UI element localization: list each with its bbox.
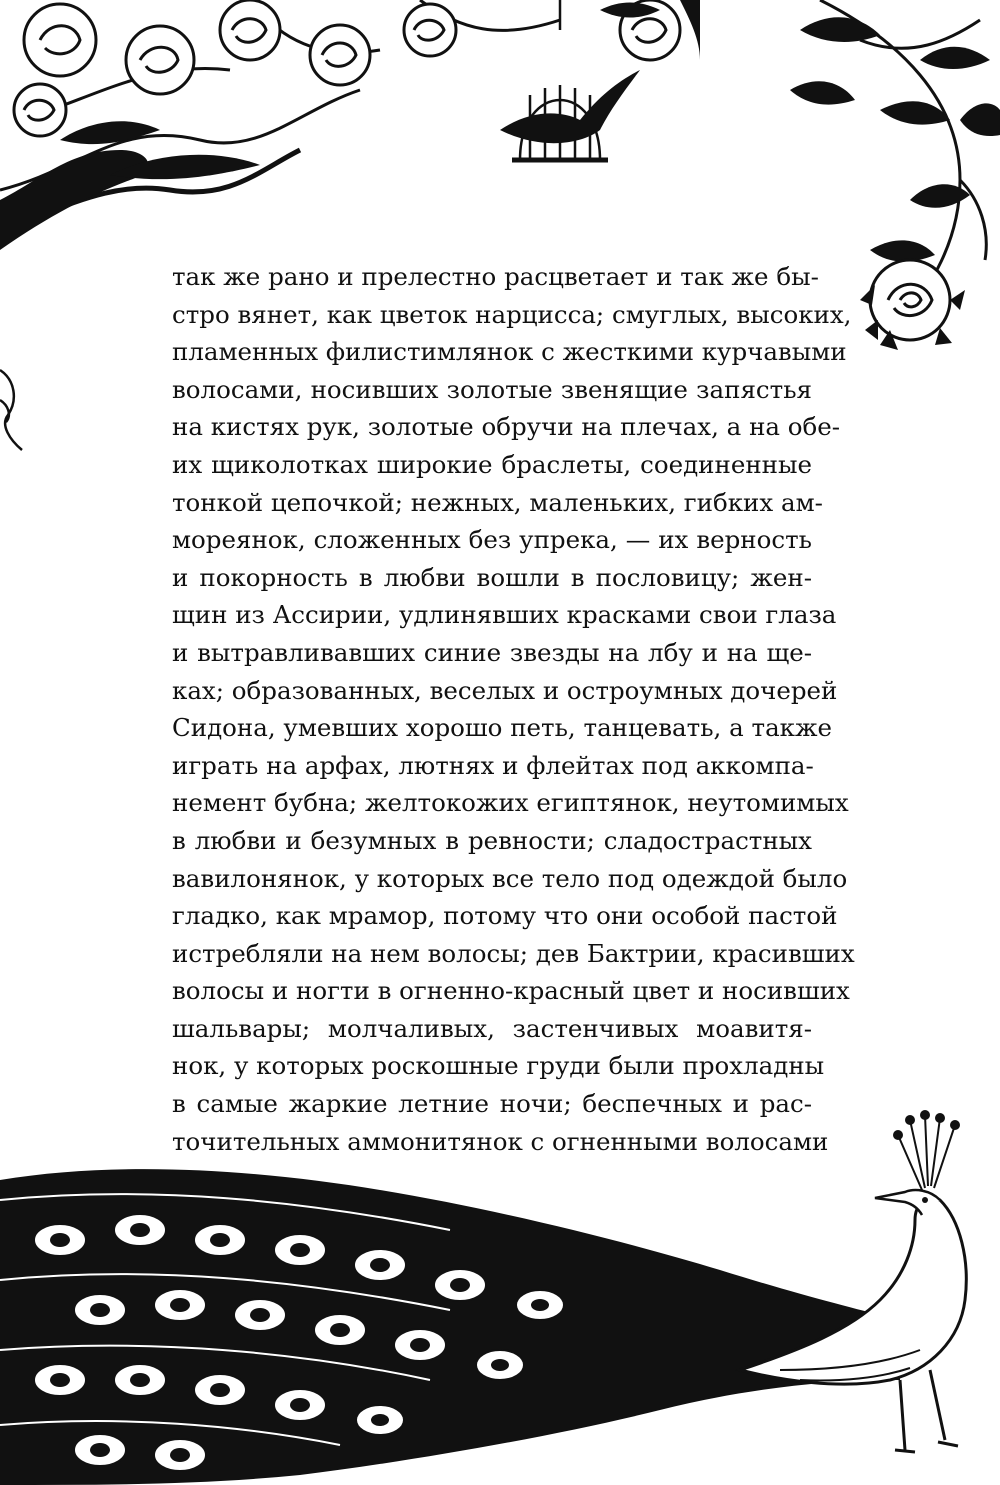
text-line: в самые жаркие летние ночи; беспечных и рас- bbox=[172, 1089, 812, 1119]
text-line: играть на арфах, лютнях и флейтах под аккомпа- bbox=[172, 750, 814, 780]
text-line: точительных аммонитянок с огненными волосами bbox=[172, 1126, 829, 1156]
bird-icon bbox=[500, 70, 640, 143]
text-line: ках; образованных, веселых и остроумных дочерей bbox=[172, 675, 838, 705]
rose-icon bbox=[870, 260, 950, 340]
text-line: волосами, носивших золотые звенящие запястья bbox=[172, 374, 812, 404]
text-line: нок, у которых роскошные груди были прохладны bbox=[172, 1051, 825, 1081]
rose-vine-birdcage-ornament bbox=[0, 0, 700, 270]
text-line: мореянок, сложенных без упрека, — их верность bbox=[172, 525, 812, 555]
leaf-icon bbox=[790, 17, 1000, 261]
text-line: так же рано и прелестно расцветает и так же бы- bbox=[172, 262, 819, 291]
text-line: в любви и безумных в ревности; сладострастных bbox=[172, 825, 812, 855]
text-line: истребляли на нем волосы; дев Бактрии, красивших bbox=[172, 938, 855, 968]
text-line: их щиколотках широкие браслеты, соединенные bbox=[172, 449, 812, 479]
text-line: вавилонянок, у которых все тело под одеждой было bbox=[172, 863, 848, 893]
text-line: волосы и ногти в огненно-красный цвет и носивших bbox=[172, 976, 850, 1006]
edge-flourish-ornament bbox=[0, 360, 30, 470]
peacock-crest-icon bbox=[898, 1115, 955, 1190]
text-line: пламенных филистимлянок с жесткими курчавыми bbox=[172, 337, 847, 367]
text-line: щин из Ассирии, удлинявших красками свои глаза bbox=[172, 600, 837, 630]
text-line: и вытравливавших синие звезды на лбу и на ще- bbox=[172, 637, 812, 667]
rose-icon bbox=[14, 0, 680, 136]
body-text bbox=[172, 258, 855, 1160]
text-line: на кистях рук, золотые обручи на плечах, а на обе- bbox=[172, 412, 841, 442]
text-line: гладко, как мрамор, потому что они особой пастой bbox=[172, 901, 838, 931]
text-line: тонкой цепочкой; нежных, маленьких, гибких ам- bbox=[172, 487, 823, 517]
text-line: стро вянет, как цветок нарцисса; смуглых, высоких, bbox=[172, 299, 852, 329]
text-line: шальвары; молчаливых, застенчивых моавитя- bbox=[172, 1013, 812, 1043]
text-line: Сидона, умевших хорошо петь, танцевать, а также bbox=[172, 713, 833, 743]
text-line: немент бубна; желтокожих египтянок, неутомимых bbox=[172, 788, 849, 818]
text-line: и покорность в любви вошли в пословицу; жен- bbox=[172, 562, 812, 592]
